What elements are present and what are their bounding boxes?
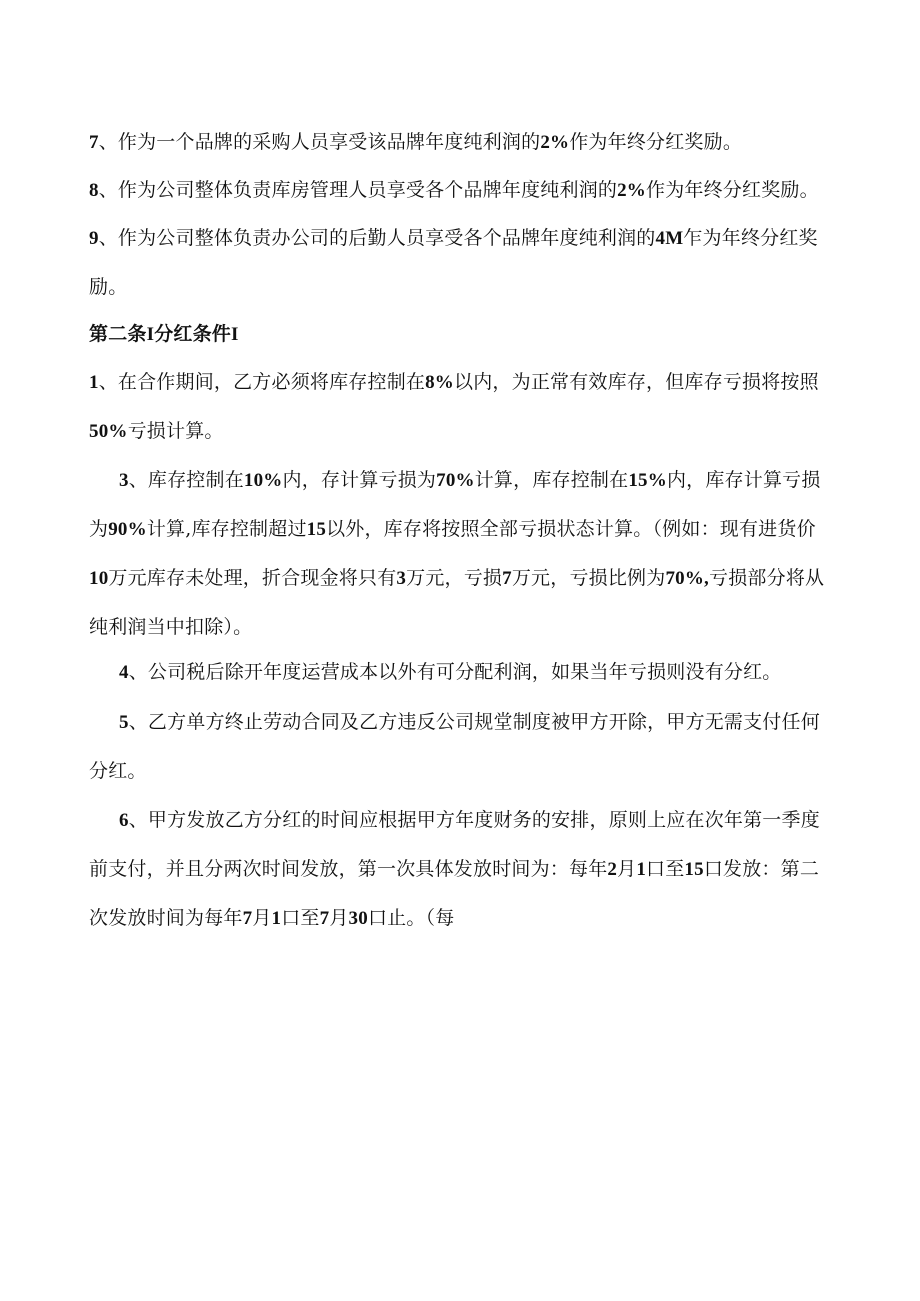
text-run: 、公司税后除开年度运营成本以外有可分配利润，如果当年亏损则没有分红。 — [128, 661, 782, 683]
bold-number: 10% — [243, 470, 283, 491]
text-run: 以内，为正常有效库存，但库存亏损将按照 — [454, 371, 819, 393]
text-run: 万元，亏损比例为 — [511, 567, 666, 589]
text-run: 月 — [252, 907, 272, 929]
section-heading — [89, 310, 831, 359]
text-run: 亏损部分将从纯利润当中扣除）。 — [89, 567, 825, 638]
bold-number: 3 — [396, 568, 407, 589]
bold-number: 5 — [119, 712, 129, 733]
text-run: 、作为公司整体负责库房管理人员享受各个品牌年度纯利润的 — [98, 179, 618, 201]
text-run: 、在合作期间，乙方必须将库存控制在 — [98, 371, 426, 393]
bold-number: 15 — [684, 859, 704, 880]
bold-number: 8 — [89, 180, 99, 201]
text-run: 月 — [617, 858, 637, 880]
text-run: 作为年终分红奖励。 — [646, 179, 819, 201]
text-run: 、作为公司整体负责办公司的后勤人员享受各个品牌年度纯利润的 — [98, 227, 656, 249]
bold-number: 10 — [89, 568, 109, 589]
bold-number: 1 — [271, 908, 282, 929]
text-run: 口至 — [646, 858, 685, 880]
bold-number: 7 — [319, 908, 330, 929]
bold-number: 15% — [628, 470, 667, 491]
bold-number: 2% — [540, 132, 570, 153]
bold-number: 70%, — [665, 568, 710, 589]
paragraph-condition-5 — [89, 698, 831, 795]
paragraph-item-7 — [89, 118, 831, 167]
text-run: 内，库存计算亏损为 — [89, 469, 821, 540]
bold-number: 7 — [242, 908, 253, 929]
paragraph-condition-6 — [89, 796, 831, 943]
paragraph-item-9 — [89, 214, 831, 311]
text-run: 月 — [329, 907, 349, 929]
bold-number: 70% — [436, 470, 475, 491]
bold-number: 15 — [306, 519, 327, 540]
text-run: 计算，库存控制在 — [474, 469, 629, 491]
bold-number: 7 — [502, 568, 512, 589]
text-run: 、甲方发放乙方分红的时间应根据甲方年度财务的安排，原则上应在次年第一季度前支付，并且分两次时间发放，第一次具体发放时间为：每年 — [89, 809, 820, 880]
bold-number: 90% — [108, 519, 147, 540]
bold-number: 4 — [119, 662, 129, 683]
bold-number: 6 — [119, 810, 129, 831]
bold-number: 7 — [89, 132, 99, 153]
text-run: 以外，库存将按照全部亏损状态计算。（例如：现有进货价 — [326, 518, 816, 540]
bold-number: 1 — [636, 859, 647, 880]
paragraph-condition-4 — [89, 648, 831, 697]
bold-number: 4M — [655, 228, 684, 249]
paragraph-condition-1 — [89, 358, 831, 456]
text-run: 口至 — [281, 907, 320, 929]
text-run: 内，存计算亏损为 — [282, 469, 437, 491]
text-run: 亏损计算。 — [127, 420, 224, 442]
bold-number: 8% — [425, 372, 455, 393]
text-run: 作为年终分红奖励。 — [569, 131, 743, 153]
text-run: 乍为年终分红奖励。 — [89, 227, 818, 298]
bold-number: 第二条I分红条件I — [89, 324, 239, 345]
paragraph-item-8 — [89, 166, 831, 215]
text-run: 口发放：第二次发放时间为每年 — [89, 858, 820, 929]
bold-number: 30 — [348, 908, 368, 929]
bold-number: 9 — [89, 228, 99, 249]
text-run: 万元，亏损 — [406, 567, 503, 589]
bold-number: 2 — [607, 859, 618, 880]
text-run: 、乙方单方终止劳动合同及乙方违反公司规堂制度被甲方开除，甲方无需支付任何分红。 — [89, 711, 820, 782]
bold-number: 3 — [119, 470, 129, 491]
text-run: 计算,库存控制超过 — [146, 518, 307, 540]
text-run: 、库存控制在 — [128, 469, 244, 491]
text-run: 、作为一个品牌的采购人员享受该品牌年度纯利润的 — [98, 131, 541, 153]
text-run: 万元库存未处理，折合现金将只有 — [108, 567, 397, 589]
bold-number: 2% — [617, 180, 647, 201]
bold-number: 50% — [89, 421, 128, 442]
paragraph-condition-3 — [89, 456, 831, 651]
text-run: 口止。（每 — [367, 907, 455, 929]
bold-number: 1 — [89, 372, 99, 393]
